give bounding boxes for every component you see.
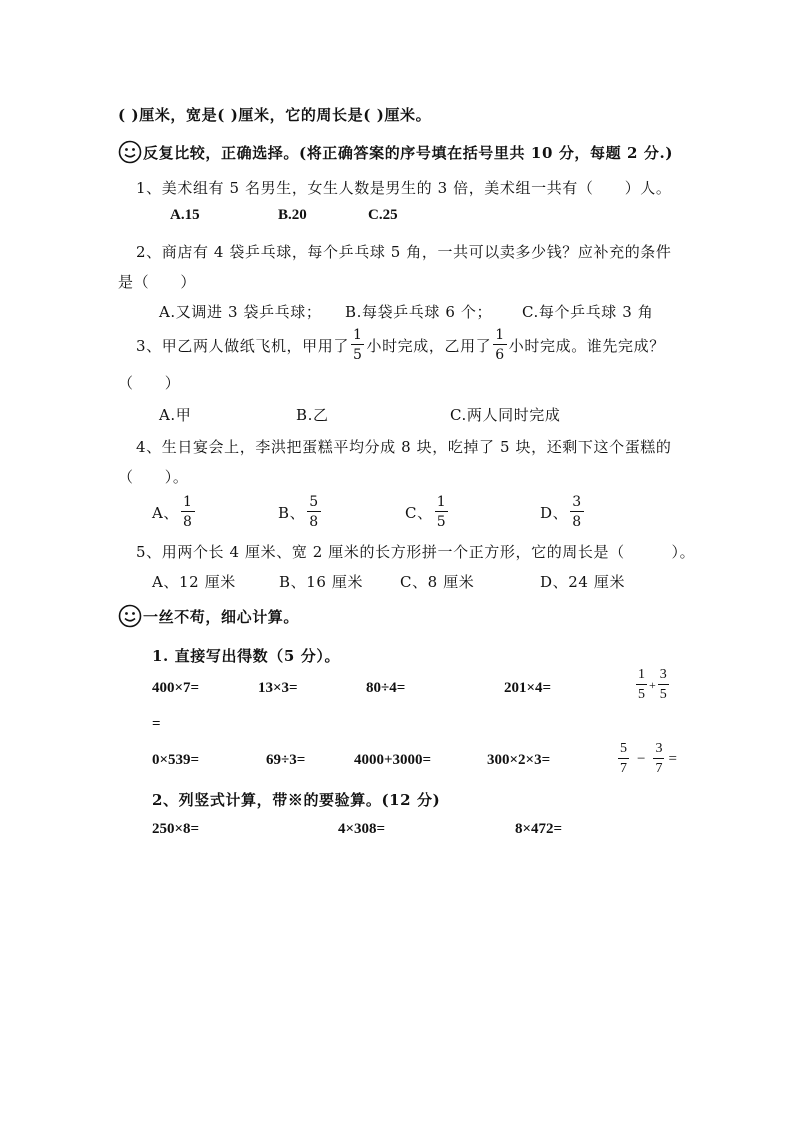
q4-d-den: 8 [572, 514, 582, 530]
calc1-f1-den: 5 [638, 687, 645, 702]
q3-middle: 小时完成，乙用了 [366, 336, 492, 355]
calc1-fraction-expr-2 [616, 742, 677, 776]
calc1-f2-den: 5 [659, 687, 667, 702]
calc1-f3-den: 7 [620, 761, 627, 776]
question-4-line1: 4、生日宴会上，李洪把蛋糕平均分成 8 块，吃掉了 5 块，还剩下这个蛋糕的 [136, 438, 672, 456]
calc1-title: 1. 直接写出得数（5 分）。 [152, 647, 341, 665]
calc1-item-1: 400×7= [152, 680, 200, 696]
calc1-f4-num: 3 [653, 742, 664, 759]
q4-a-den: 8 [183, 514, 193, 530]
calc1-f2-num: 3 [658, 668, 669, 685]
q3-option-c: C.两人同时完成 [450, 406, 561, 424]
smiley-face-icon [118, 604, 142, 628]
q4-c-den: 5 [436, 514, 447, 530]
question-4-line2: （ ）。 [118, 468, 189, 486]
calc2-item-3: 8×472= [515, 821, 563, 837]
continuation-line: ( )厘米，宽是( )厘米，它的周长是( )厘米。 [118, 106, 432, 124]
q4-b-num: 5 [309, 494, 319, 510]
q5-option-a: A、12 厘米 [152, 573, 236, 591]
q3-prefix: 3、甲乙两人做纸飞机，甲用了 [136, 336, 349, 355]
calc1-item-3: 80÷4= [366, 680, 406, 696]
calc1-item-2: 13×3= [258, 680, 298, 696]
q3-fraction-2 [493, 328, 507, 362]
section-calc-header [118, 604, 299, 628]
q3-option-a: A.甲 [159, 406, 192, 424]
q4-option-c-label: C、 [405, 503, 433, 522]
calc1-f3-operator: − [637, 750, 646, 767]
calc1-f4-equals: = [668, 750, 677, 767]
q1-option-b: B.20 [278, 207, 307, 223]
section-calc-title: 一丝不苟，细心计算。 [143, 608, 300, 626]
q3-frac2-num: 1 [495, 327, 505, 343]
calc1-f3-num: 5 [618, 742, 629, 759]
section-choice-header [118, 140, 673, 164]
calc1-wrapped-equals: = [152, 716, 161, 732]
q4-option-d-label: D、 [540, 503, 569, 522]
calc2-item-2: 4×308= [338, 821, 386, 837]
q3-suffix: 小时完成。谁先完成？ [508, 336, 665, 355]
q1-option-a: A.15 [170, 207, 200, 223]
calc1-item-4: 201×4= [504, 680, 552, 696]
calc1-item-6: 69÷3= [266, 752, 306, 768]
section-choice-title: 反复比较，正确选择。(将正确答案的序号填在括号里共 10 分，每题 2 分.) [143, 144, 674, 162]
calc2-item-1: 250×8= [152, 821, 200, 837]
q1-option-c: C.25 [368, 207, 398, 223]
q5-option-c: C、8 厘米 [400, 573, 475, 591]
q4-option-d [540, 495, 586, 529]
q3-fraction-1 [351, 328, 365, 362]
q4-c-num: 1 [436, 494, 447, 510]
calc2-title: 2、列竖式计算，带※的要验算。(12 分) [152, 791, 441, 809]
question-2-line2: 是（ ） [118, 273, 197, 291]
q4-a-num: 1 [183, 494, 193, 510]
q4-option-b-label: B、 [278, 503, 306, 522]
question-2-line1: 2、商店有 4 袋乒乓球，每个乒乓球 5 角，一共可以卖多少钱？应补充的条件 [136, 243, 672, 261]
calc1-item-8: 300×2×3= [487, 752, 551, 768]
q5-option-d: D、24 厘米 [540, 573, 626, 591]
q2-option-b: B.每袋乒乓球 6 个； [345, 303, 493, 321]
q3-frac1-den: 5 [352, 347, 363, 363]
q5-option-b: B、16 厘米 [279, 573, 364, 591]
q3-answer-paren: （ ） [118, 374, 181, 392]
q3-frac1-num: 1 [352, 327, 363, 343]
q2-option-a: A.又调进 3 袋乒乓球； [159, 303, 322, 321]
calc1-item-5: 0×539= [152, 752, 200, 768]
calc1-fraction-expr-1 [634, 668, 671, 702]
calc1-f4-den: 7 [655, 761, 663, 776]
q3-frac2-den: 6 [495, 347, 505, 363]
q4-b-den: 8 [309, 514, 319, 530]
question-5: 5、用两个长 4 厘米、宽 2 厘米的长方形拼一个正方形，它的周长是（ ）。 [136, 543, 696, 561]
q4-option-a [152, 495, 197, 529]
q4-option-c [405, 495, 450, 529]
q4-option-b [278, 495, 323, 529]
q4-d-num: 3 [572, 494, 582, 510]
calc1-f1-operator: + [649, 677, 656, 692]
question-3 [136, 328, 665, 362]
q4-option-a-label: A、 [152, 503, 180, 522]
smiley-face-icon [118, 140, 142, 164]
q2-option-c: C.每个乒乓球 3 角 [522, 303, 654, 321]
calc1-item-7: 4000+3000= [354, 752, 432, 768]
question-1: 1、美术组有 5 名男生，女生人数是男生的 3 倍，美术组一共有（ ）人。 [136, 179, 672, 197]
q3-option-b: B.乙 [296, 406, 329, 424]
calc1-f1-num: 1 [636, 668, 647, 685]
